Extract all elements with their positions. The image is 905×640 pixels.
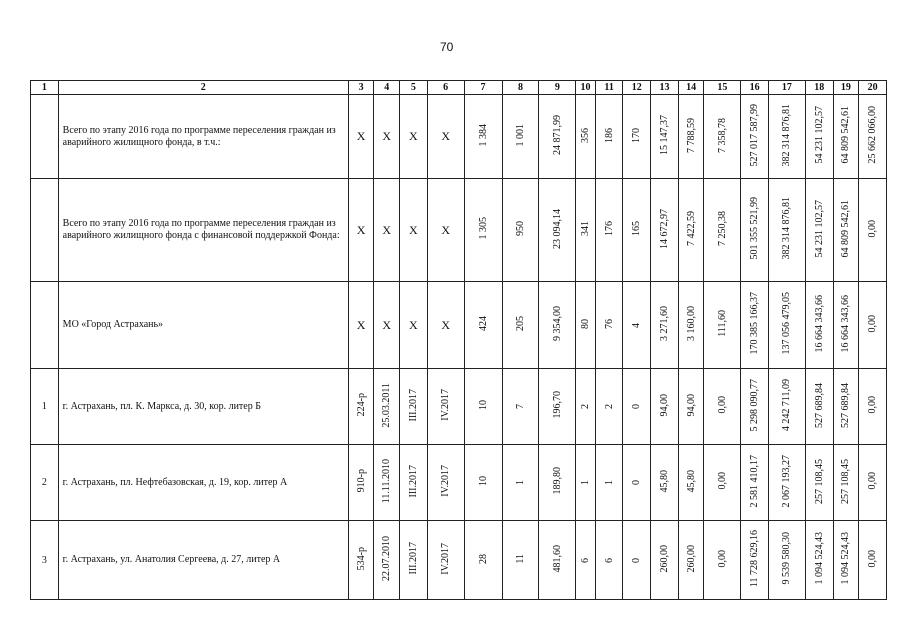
cell-col-19 bbox=[833, 521, 859, 600]
resettlement-table bbox=[30, 80, 887, 600]
cell-col-4 bbox=[374, 521, 400, 600]
cell-value: 534-р bbox=[355, 546, 367, 571]
cell-value: 11.11.2010 bbox=[381, 458, 393, 504]
cell-value: 9 539 580,30 bbox=[781, 532, 793, 585]
cell-value: 527 017 587,99 bbox=[749, 103, 761, 167]
cell-col-18 bbox=[805, 282, 833, 369]
cell-col-11 bbox=[595, 179, 623, 282]
cell-col-3 bbox=[348, 95, 374, 179]
cell-col-8 bbox=[502, 282, 539, 369]
cell-value: 16 664 343,66 bbox=[813, 294, 825, 353]
cell-value: 2 581 410,17 bbox=[749, 454, 761, 508]
cell-col-10 bbox=[576, 282, 595, 369]
cell-col-8 bbox=[502, 369, 539, 445]
cell-value: Х bbox=[382, 222, 392, 237]
cell-col-7 bbox=[464, 95, 502, 179]
cell-value: 0,00 bbox=[867, 396, 879, 414]
cell-col-16 bbox=[741, 95, 769, 179]
cell-col-6 bbox=[427, 521, 464, 600]
cell-col-6 bbox=[427, 95, 464, 179]
cell-value: Х bbox=[441, 222, 450, 237]
cell-col-3 bbox=[348, 369, 374, 445]
cell-col-15 bbox=[704, 521, 741, 600]
column-header: 12 bbox=[623, 81, 651, 95]
cell-col-17 bbox=[768, 282, 805, 369]
cell-col-13 bbox=[651, 282, 679, 369]
cell-value: 257 108,45 bbox=[840, 458, 852, 504]
cell-col-15 bbox=[704, 445, 741, 521]
cell-value: Х bbox=[409, 222, 418, 237]
cell-value: III.2017 bbox=[407, 464, 419, 498]
cell-value: 950 bbox=[514, 221, 526, 236]
cell-value: 94,00 bbox=[658, 393, 670, 417]
column-number-row bbox=[31, 81, 887, 95]
cell-col-19 bbox=[833, 179, 859, 282]
table-row bbox=[31, 521, 887, 600]
cell-value: IV.2017 bbox=[440, 389, 452, 421]
row-description: Всего по этапу 2016 года по программе переселения граждан из аварийного жилищного фонда, в т.ч.: bbox=[58, 95, 348, 179]
cell-col-8 bbox=[502, 179, 539, 282]
cell-col-15 bbox=[704, 282, 741, 369]
cell-value: Х bbox=[441, 317, 450, 332]
cell-col-9 bbox=[539, 282, 576, 369]
cell-value: 7 422,59 bbox=[685, 211, 697, 246]
column-header: 5 bbox=[400, 81, 428, 95]
cell-value: 527 689,84 bbox=[813, 382, 825, 428]
column-header: 16 bbox=[741, 81, 769, 95]
cell-value: 64 809 542,61 bbox=[840, 106, 852, 164]
cell-value: 54 231 102,57 bbox=[813, 106, 825, 164]
cell-col-9 bbox=[539, 445, 576, 521]
cell-value: 7 250,38 bbox=[716, 211, 728, 246]
cell-col-11 bbox=[595, 95, 623, 179]
cell-col-6 bbox=[427, 179, 464, 282]
cell-col-9 bbox=[539, 95, 576, 179]
cell-col-10 bbox=[576, 95, 595, 179]
cell-value: 28 bbox=[477, 553, 489, 564]
cell-col-3 bbox=[348, 521, 374, 600]
cell-col-18 bbox=[805, 369, 833, 445]
cell-value: III.2017 bbox=[407, 388, 419, 422]
column-header: 8 bbox=[502, 81, 539, 95]
column-header: 3 bbox=[348, 81, 374, 95]
column-header: 6 bbox=[427, 81, 464, 95]
cell-col-5 bbox=[400, 445, 428, 521]
cell-value: 1 001 bbox=[514, 123, 526, 147]
cell-value: 165 bbox=[631, 221, 643, 236]
cell-value: 2 bbox=[603, 404, 615, 409]
cell-col-13 bbox=[651, 369, 679, 445]
cell-value: 341 bbox=[580, 221, 592, 236]
cell-value: 45,80 bbox=[685, 469, 697, 493]
column-header: 14 bbox=[678, 81, 704, 95]
cell-value: Х bbox=[441, 129, 450, 143]
cell-col-5 bbox=[400, 521, 428, 600]
cell-value: 205 bbox=[514, 316, 526, 331]
cell-value: 170 bbox=[631, 127, 643, 143]
column-header: 20 bbox=[859, 81, 887, 95]
cell-col-12 bbox=[623, 95, 651, 179]
cell-value: 10 bbox=[477, 400, 489, 410]
cell-col-11 bbox=[595, 445, 623, 521]
cell-col-14 bbox=[678, 521, 704, 600]
cell-col-14 bbox=[678, 445, 704, 521]
cell-value: 260,00 bbox=[685, 544, 697, 573]
cell-col-16 bbox=[741, 521, 769, 600]
cell-value: 7 358,78 bbox=[716, 117, 728, 153]
cell-value: III.2017 bbox=[407, 542, 419, 575]
cell-value: 16 664 343,66 bbox=[840, 294, 852, 353]
column-header: 13 bbox=[651, 81, 679, 95]
cell-col-9 bbox=[539, 521, 576, 600]
cell-col-19 bbox=[833, 369, 859, 445]
cell-value: 11 728 629,16 bbox=[749, 529, 761, 588]
cell-col-17 bbox=[768, 95, 805, 179]
cell-value: 1 094 524,43 bbox=[813, 532, 825, 585]
cell-col-9 bbox=[539, 369, 576, 445]
cell-col-12 bbox=[623, 445, 651, 521]
cell-col-8 bbox=[502, 445, 539, 521]
cell-value: 111,60 bbox=[716, 310, 728, 337]
cell-value: 0,00 bbox=[867, 549, 879, 568]
cell-value: 45,80 bbox=[658, 469, 670, 493]
row-index bbox=[31, 282, 59, 369]
cell-col-13 bbox=[651, 179, 679, 282]
cell-value: 382 314 876,81 bbox=[781, 103, 793, 167]
cell-col-17 bbox=[768, 369, 805, 445]
cell-value: 0,00 bbox=[716, 472, 728, 490]
cell-value: 6 bbox=[580, 557, 592, 563]
cell-value: Х bbox=[382, 317, 392, 332]
cell-col-7 bbox=[464, 282, 502, 369]
column-header: 9 bbox=[539, 81, 576, 95]
cell-value: 2 bbox=[580, 404, 592, 409]
row-index: 2 bbox=[31, 445, 59, 521]
cell-value: 186 bbox=[603, 127, 615, 143]
row-index bbox=[31, 179, 59, 282]
column-header: 19 bbox=[833, 81, 859, 95]
cell-value: 0 bbox=[631, 480, 643, 485]
row-description: МО «Город Астрахань» bbox=[58, 282, 348, 369]
cell-col-7 bbox=[464, 445, 502, 521]
cell-col-9 bbox=[539, 179, 576, 282]
cell-col-4 bbox=[374, 445, 400, 521]
column-header: 17 bbox=[768, 81, 805, 95]
cell-value: 22.07.2010 bbox=[381, 536, 393, 581]
cell-col-19 bbox=[833, 282, 859, 369]
cell-col-7 bbox=[464, 521, 502, 600]
cell-col-6 bbox=[427, 369, 464, 445]
cell-col-5 bbox=[400, 282, 428, 369]
cell-col-13 bbox=[651, 95, 679, 179]
cell-value: 76 bbox=[603, 318, 615, 329]
cell-value: 0,00 bbox=[867, 472, 879, 490]
cell-col-5 bbox=[400, 95, 428, 179]
cell-value: 189,80 bbox=[551, 467, 563, 495]
cell-value: 1 bbox=[514, 480, 526, 485]
cell-value: 54 231 102,57 bbox=[813, 199, 825, 258]
column-header: 2 bbox=[58, 81, 348, 95]
cell-col-3 bbox=[348, 445, 374, 521]
cell-value: 80 bbox=[580, 318, 592, 329]
cell-col-16 bbox=[741, 179, 769, 282]
cell-col-6 bbox=[427, 445, 464, 521]
column-header: 10 bbox=[576, 81, 595, 95]
cell-value: 0 bbox=[631, 404, 643, 409]
table-row bbox=[31, 445, 887, 521]
cell-value: IV.2017 bbox=[440, 465, 452, 497]
cell-value: 25 662 066,00 bbox=[867, 106, 879, 164]
cell-col-5 bbox=[400, 369, 428, 445]
cell-value: 501 355 521,99 bbox=[749, 197, 761, 260]
cell-col-11 bbox=[595, 282, 623, 369]
cell-value: 11 bbox=[514, 553, 526, 564]
row-description: г. Астрахань, ул. Анатолия Сергеева, д. 27, литер А bbox=[58, 521, 348, 600]
cell-col-10 bbox=[576, 179, 595, 282]
cell-col-17 bbox=[768, 179, 805, 282]
cell-col-5 bbox=[400, 179, 428, 282]
cell-col-11 bbox=[595, 521, 623, 600]
column-header: 1 bbox=[31, 81, 59, 95]
cell-value: 25.03.2011 bbox=[381, 382, 393, 428]
cell-col-12 bbox=[623, 369, 651, 445]
cell-col-17 bbox=[768, 521, 805, 600]
row-description: Всего по этапу 2016 года по программе переселения граждан из аварийного жилищного фонда с финансовой поддержкой Фонда: bbox=[58, 179, 348, 282]
cell-value: Х bbox=[356, 317, 366, 332]
cell-col-7 bbox=[464, 179, 502, 282]
cell-value: 15 147,37 bbox=[658, 115, 670, 155]
cell-col-18 bbox=[805, 95, 833, 179]
column-header: 7 bbox=[464, 81, 502, 95]
cell-value: Х bbox=[409, 129, 418, 143]
cell-col-6 bbox=[427, 282, 464, 369]
cell-col-13 bbox=[651, 521, 679, 600]
row-index bbox=[31, 95, 59, 179]
cell-value: 0,00 bbox=[867, 219, 879, 238]
table-row bbox=[31, 369, 887, 445]
cell-value: 257 108,45 bbox=[813, 458, 825, 504]
cell-value: 1 094 524,43 bbox=[840, 532, 852, 585]
cell-col-3 bbox=[348, 179, 374, 282]
cell-value: Х bbox=[356, 222, 366, 237]
cell-col-4 bbox=[374, 282, 400, 369]
cell-value: 356 bbox=[580, 127, 592, 143]
column-header: 4 bbox=[374, 81, 400, 95]
row-index: 1 bbox=[31, 369, 59, 445]
cell-value: 7 bbox=[514, 404, 526, 409]
row-index: 3 bbox=[31, 521, 59, 600]
cell-col-20 bbox=[859, 282, 887, 369]
cell-value: 910-р bbox=[355, 469, 367, 493]
cell-value: 0,00 bbox=[716, 396, 728, 414]
cell-col-17 bbox=[768, 445, 805, 521]
cell-col-20 bbox=[859, 521, 887, 600]
cell-col-15 bbox=[704, 95, 741, 179]
cell-col-16 bbox=[741, 282, 769, 369]
cell-col-7 bbox=[464, 369, 502, 445]
cell-col-19 bbox=[833, 445, 859, 521]
cell-value: 137 056 479,05 bbox=[781, 292, 793, 355]
cell-value: 382 314 876,81 bbox=[781, 197, 793, 260]
cell-col-20 bbox=[859, 95, 887, 179]
cell-value: Х bbox=[409, 317, 418, 332]
cell-col-20 bbox=[859, 369, 887, 445]
cell-col-18 bbox=[805, 521, 833, 600]
cell-col-18 bbox=[805, 445, 833, 521]
cell-value: 9 354,00 bbox=[551, 306, 563, 341]
cell-value: 196,70 bbox=[551, 391, 563, 419]
cell-value: 1 bbox=[580, 480, 592, 485]
cell-col-15 bbox=[704, 369, 741, 445]
cell-value: 3 271,60 bbox=[658, 306, 670, 341]
cell-col-4 bbox=[374, 369, 400, 445]
cell-value: 0,00 bbox=[867, 314, 879, 333]
cell-value: 0 bbox=[631, 557, 643, 563]
cell-col-18 bbox=[805, 179, 833, 282]
cell-value: IV.2017 bbox=[440, 542, 452, 575]
cell-value: 1 384 bbox=[477, 123, 489, 147]
cell-col-16 bbox=[741, 445, 769, 521]
cell-col-10 bbox=[576, 369, 595, 445]
cell-col-12 bbox=[623, 282, 651, 369]
table-row bbox=[31, 95, 887, 179]
cell-value: 23 094,14 bbox=[551, 208, 563, 249]
cell-value: 10 bbox=[477, 476, 489, 486]
cell-value: 481,60 bbox=[551, 544, 563, 573]
cell-col-13 bbox=[651, 445, 679, 521]
cell-col-3 bbox=[348, 282, 374, 369]
row-description: г. Астрахань, пл. К. Маркса, д. 30, кор. литер Б bbox=[58, 369, 348, 445]
cell-col-8 bbox=[502, 95, 539, 179]
cell-col-14 bbox=[678, 95, 704, 179]
table-row bbox=[31, 179, 887, 282]
column-header: 18 bbox=[805, 81, 833, 95]
cell-col-14 bbox=[678, 282, 704, 369]
cell-col-20 bbox=[859, 445, 887, 521]
cell-value: Х bbox=[382, 129, 392, 143]
cell-col-19 bbox=[833, 95, 859, 179]
cell-col-11 bbox=[595, 369, 623, 445]
cell-col-10 bbox=[576, 521, 595, 600]
cell-value: 260,00 bbox=[658, 544, 670, 573]
cell-col-16 bbox=[741, 369, 769, 445]
cell-value: 7 788,59 bbox=[685, 117, 697, 153]
cell-value: 94,00 bbox=[685, 393, 697, 417]
cell-col-15 bbox=[704, 179, 741, 282]
cell-col-20 bbox=[859, 179, 887, 282]
cell-value: 4 242 711,09 bbox=[781, 378, 793, 432]
cell-col-8 bbox=[502, 521, 539, 600]
cell-value: Х bbox=[356, 129, 366, 143]
cell-value: 4 bbox=[631, 322, 643, 328]
cell-value: 5 298 090,77 bbox=[749, 378, 761, 432]
cell-value: 0,00 bbox=[716, 549, 728, 568]
cell-col-14 bbox=[678, 369, 704, 445]
cell-col-12 bbox=[623, 179, 651, 282]
cell-value: 176 bbox=[603, 221, 615, 236]
cell-col-4 bbox=[374, 95, 400, 179]
cell-value: 1 305 bbox=[477, 217, 489, 240]
cell-value: 2 067 193,27 bbox=[781, 454, 793, 508]
cell-value: 3 160,00 bbox=[685, 306, 697, 341]
cell-value: 1 bbox=[603, 480, 615, 485]
cell-value: 424 bbox=[477, 316, 489, 331]
cell-value: 224-р bbox=[355, 393, 367, 417]
cell-value: 6 bbox=[603, 557, 615, 563]
table-row bbox=[31, 282, 887, 369]
cell-col-10 bbox=[576, 445, 595, 521]
column-header: 11 bbox=[595, 81, 623, 95]
cell-col-14 bbox=[678, 179, 704, 282]
cell-value: 14 672,97 bbox=[658, 208, 670, 249]
row-description: г. Астрахань, пл. Нефтебазовская, д. 19, кор. литер А bbox=[58, 445, 348, 521]
page-number: 70 bbox=[440, 40, 454, 54]
column-header: 15 bbox=[704, 81, 741, 95]
cell-value: 64 809 542,61 bbox=[840, 199, 852, 258]
cell-value: 24 871,99 bbox=[551, 115, 563, 155]
cell-col-4 bbox=[374, 179, 400, 282]
cell-value: 527 689,84 bbox=[840, 382, 852, 428]
cell-value: 170 385 166,37 bbox=[749, 292, 761, 355]
cell-col-12 bbox=[623, 521, 651, 600]
